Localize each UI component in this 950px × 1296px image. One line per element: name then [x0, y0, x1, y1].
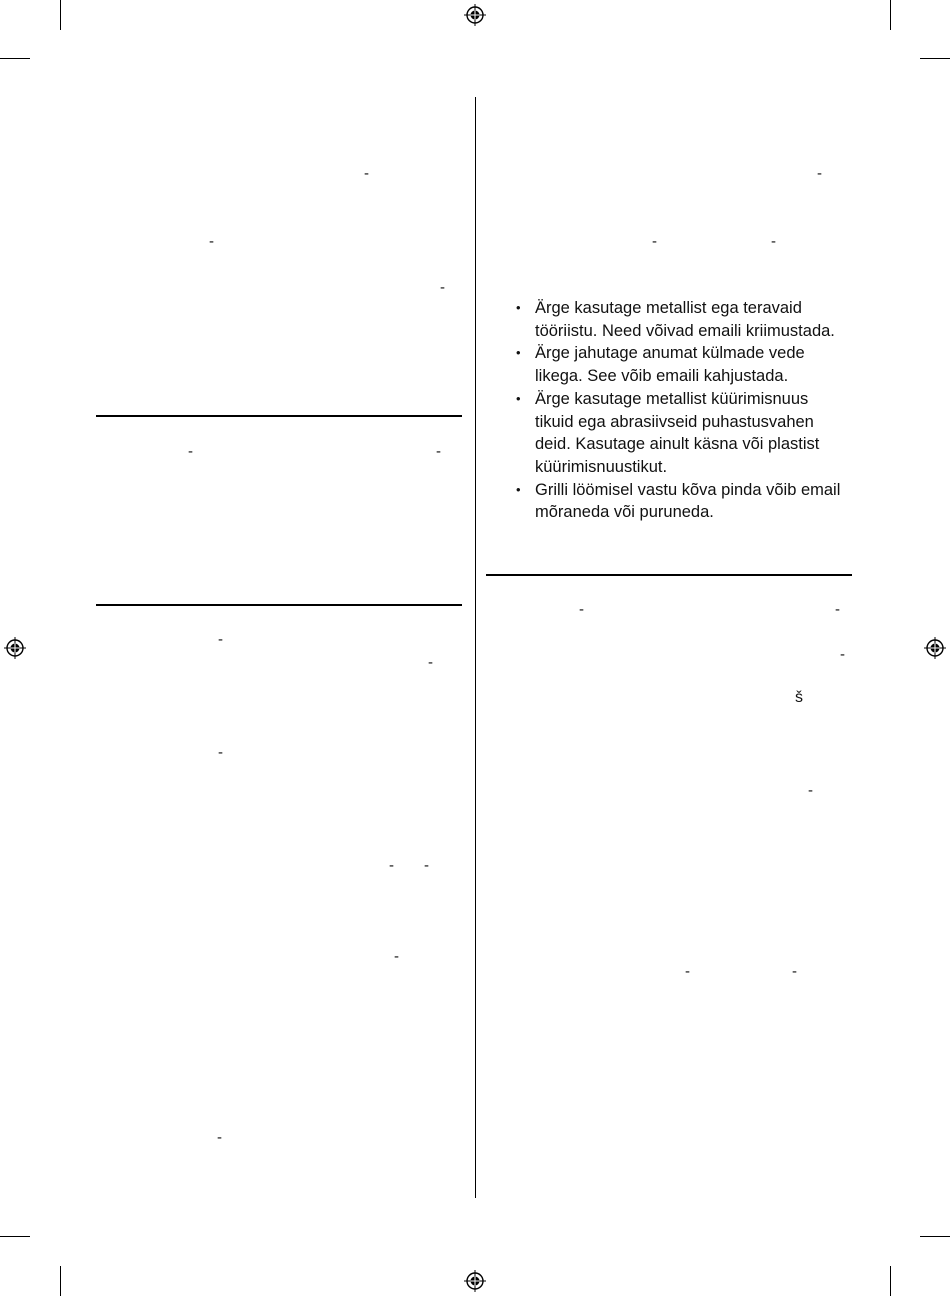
crop-mark-top-right-h	[920, 58, 950, 59]
crop-mark-bottom-left	[60, 1266, 61, 1296]
list-item-line: Ärge kasutage metallist küürimisnuus	[535, 389, 809, 408]
hyphen-fragment: -	[817, 165, 822, 182]
hyphen-fragment: -	[652, 233, 657, 250]
list-item-line: Ärge kasutage metallist ega teravaid	[535, 299, 802, 317]
hyphen-fragment: -	[364, 165, 369, 182]
bullet-icon: •	[516, 390, 521, 406]
hyphen-fragment: -	[218, 744, 223, 761]
bullet-icon: •	[516, 345, 521, 361]
column-divider	[475, 97, 476, 1198]
list-item	[516, 297, 861, 342]
section-rule-left-2	[96, 604, 462, 606]
crop-mark-top-right	[890, 0, 891, 30]
hyphen-fragment: -	[424, 857, 429, 874]
list-item-line: Grilli löömisel vastu kõva pinda võib email	[535, 480, 841, 499]
hyphen-fragment: -	[771, 233, 776, 250]
section-rule-right-1	[486, 574, 852, 576]
hyphen-fragment: -	[436, 443, 441, 460]
hyphen-fragment: -	[835, 601, 840, 618]
list-item-line: likega. See võib emaili kahjustada.	[535, 367, 789, 386]
crop-mark-bottom-left-h	[0, 1236, 30, 1237]
bullet-icon: •	[516, 300, 521, 315]
hyphen-fragment: -	[440, 279, 445, 296]
hyphen-fragment: -	[188, 443, 193, 460]
list-item-line: Ärge jahutage anumat külmade vede	[535, 344, 805, 363]
hyphen-fragment: -	[840, 646, 845, 663]
list-item-line: deid. Kasutage ainult käsna või plastist	[535, 435, 820, 454]
crop-mark-bottom-right	[890, 1266, 891, 1296]
hyphen-fragment: -	[579, 601, 584, 618]
registration-mark-top-icon	[464, 4, 486, 26]
list-item	[516, 342, 861, 387]
registration-mark-bottom-icon	[464, 1270, 486, 1292]
hyphen-fragment: -	[389, 857, 394, 874]
list-item-line: tikuid ega abrasiivseid puhastusvahen	[535, 412, 814, 431]
hyphen-fragment: -	[218, 631, 223, 648]
bullet-icon: •	[516, 481, 521, 497]
list-item	[516, 479, 861, 524]
hyphen-fragment: -	[808, 782, 813, 799]
crop-mark-bottom-right-h	[920, 1236, 950, 1237]
section-rule-left-1	[96, 415, 462, 417]
hyphen-fragment: -	[685, 963, 690, 980]
hyphen-fragment: -	[209, 233, 214, 250]
hyphen-fragment: -	[394, 948, 399, 965]
registration-mark-left-icon	[4, 637, 26, 659]
hyphen-fragment: -	[792, 963, 797, 980]
list-item-line: küürimisnuustikut.	[535, 457, 668, 476]
registration-mark-right-icon	[924, 637, 946, 659]
crop-mark-top-left	[60, 0, 61, 30]
list-item-line: tööriistu. Need võivad emaili kriimustada.	[535, 321, 835, 340]
cleaning-warnings-list	[516, 297, 861, 524]
crop-mark-top-left-h	[0, 58, 30, 59]
list-item	[516, 388, 861, 479]
s-caron-fragment: š	[795, 689, 803, 706]
list-item-line: mõraneda või puruneda.	[535, 503, 714, 522]
hyphen-fragment: -	[428, 654, 433, 671]
hyphen-fragment: -	[217, 1129, 222, 1146]
